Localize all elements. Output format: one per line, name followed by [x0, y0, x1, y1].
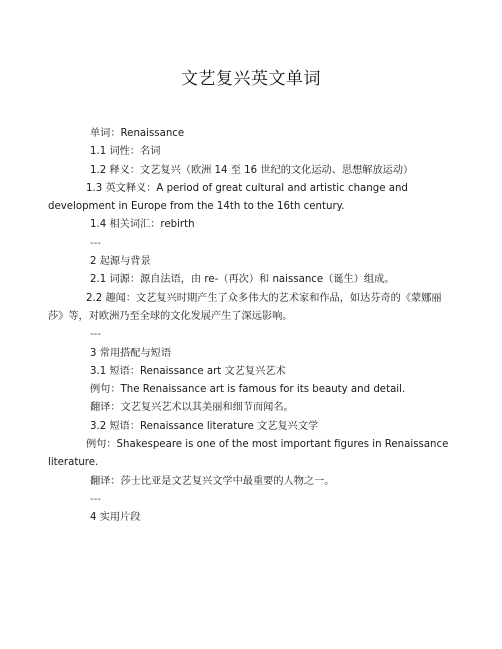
- english-definition-line: 1.3 英文释义：A period of great cultural and artistic change and development in Europe from the 14th to the 16th century.: [48, 182, 408, 213]
- example-line: 例句：The Renaissance art is famous for its beauty and detail.: [90, 384, 406, 396]
- section-heading-snippets: 4 实用片段: [90, 512, 141, 524]
- separator: ---: [90, 493, 102, 505]
- translation-line: 翻译：莎士比亚是文艺复兴文学中最重要的人物之一。: [90, 475, 335, 487]
- anecdote-line: 2.2 趣闻：文艺复兴时期产生了众多伟大的艺术家和作品，如达芬奇的《蒙娜丽莎》等，对欧洲乃至全球的文化发展产生了深远影响。: [48, 292, 442, 322]
- translation-line: 翻译：文艺复兴艺术以其美丽和细节而闻名。: [90, 402, 294, 414]
- separator: ---: [90, 329, 102, 341]
- example-line: 例句：Shakespeare is one of the most important figures in Renaissance literature.: [48, 439, 449, 469]
- phrase-line: 3.1 短语：Renaissance art 文艺复兴艺术: [90, 365, 286, 377]
- related-words-line: 1.4 相关词汇：rebirth: [90, 219, 195, 231]
- etymology-line: 2.1 词源：源自法语，由 re-（再次）和 naissance（诞生）组成。: [90, 274, 395, 286]
- part-of-speech-line: 1.1 词性：名词: [90, 146, 161, 158]
- definition-line: 1.2 释义：文艺复兴（欧洲 14 至 16 世纪的文化运动、思想解放运动）: [90, 164, 414, 176]
- document-title: 文艺复兴英文单词: [181, 69, 321, 89]
- document-body: [48, 125, 452, 528]
- phrase-line: 3.2 短语：Renaissance literature 文艺复兴文学: [90, 420, 319, 432]
- word-line: 单词：Renaissance: [90, 128, 185, 139]
- section-heading-collocations: 3 常用搭配与短语: [90, 347, 172, 359]
- section-heading-origin: 2 起源与背景: [90, 256, 151, 268]
- separator: ---: [90, 237, 102, 249]
